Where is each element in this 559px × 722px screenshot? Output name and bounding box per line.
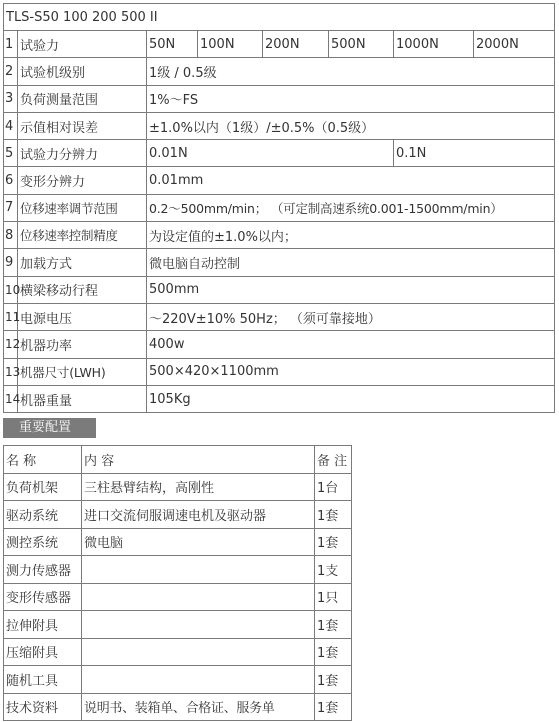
spec-row bbox=[4, 276, 555, 303]
spec-value: 1级 / 0.5级 bbox=[147, 58, 555, 85]
spec-row bbox=[4, 385, 555, 412]
config-name: 测力传感器 bbox=[4, 556, 82, 584]
spec-row bbox=[4, 167, 555, 194]
config-note: 1套 bbox=[315, 638, 352, 666]
spec-label: 示值相对误差 bbox=[18, 112, 147, 139]
spec-label: 试验机级别 bbox=[18, 58, 147, 85]
config-content bbox=[82, 611, 315, 639]
spec-row bbox=[4, 112, 555, 139]
config-note: 1套 bbox=[315, 501, 352, 529]
config-name: 技术资料 bbox=[4, 693, 82, 721]
spec-row bbox=[4, 140, 555, 167]
spec-label: 试验力 bbox=[18, 31, 147, 58]
row-number: 9 bbox=[4, 249, 18, 276]
spec-label: 机器尺寸(LWH) bbox=[18, 358, 147, 385]
spec-label: 横梁移动行程 bbox=[18, 276, 147, 303]
spec-value: 微电脑自动控制 bbox=[147, 249, 555, 276]
row-number: 14 bbox=[4, 385, 18, 412]
config-name: 负荷机架 bbox=[4, 473, 82, 501]
config-note: 1套 bbox=[315, 666, 352, 694]
config-row bbox=[4, 473, 352, 501]
config-content: 说明书、装箱单、合格证、服务单 bbox=[82, 693, 315, 721]
spec-row bbox=[4, 358, 555, 385]
model-title: TLS-S50 100 200 500 II bbox=[4, 4, 555, 31]
column-header-note: 备 注 bbox=[315, 446, 352, 474]
row-number: 1 bbox=[4, 31, 18, 58]
row-number: 3 bbox=[4, 85, 18, 112]
row-number: 5 bbox=[4, 140, 18, 167]
spec-value: 500mm bbox=[147, 276, 555, 303]
spec-label: 机器功率 bbox=[18, 331, 147, 358]
config-name: 测控系统 bbox=[4, 528, 82, 556]
spec-value: 0.01mm bbox=[147, 167, 555, 194]
config-content bbox=[82, 638, 315, 666]
force-value: 100N bbox=[198, 31, 263, 58]
config-content bbox=[82, 556, 315, 584]
spec-value: 0.2～500mm/min； （可定制高速系统0.001-1500mm/min） bbox=[147, 194, 555, 221]
spec-value: 为设定值的±1.0%以内； bbox=[147, 222, 555, 249]
force-value: 500N bbox=[329, 31, 394, 58]
spec-value: ±1.0%以内（1级）/±0.5%（0.5级） bbox=[147, 112, 555, 139]
spec-row bbox=[4, 31, 555, 58]
config-name: 随机工具 bbox=[4, 666, 82, 694]
spec-row bbox=[4, 85, 555, 112]
config-content: 进口交流伺服调速电机及驱动器 bbox=[82, 501, 315, 529]
spec-label: 变形分辨力 bbox=[18, 167, 147, 194]
config-note: 1只 bbox=[315, 583, 352, 611]
config-note: 1套 bbox=[315, 693, 352, 721]
config-row bbox=[4, 528, 352, 556]
row-number: 12 bbox=[4, 331, 18, 358]
row-number: 8 bbox=[4, 222, 18, 249]
spec-label: 试验力分辨力 bbox=[18, 140, 147, 167]
config-row bbox=[4, 501, 352, 529]
spec-row bbox=[4, 303, 555, 330]
config-content: 微电脑 bbox=[82, 528, 315, 556]
config-row bbox=[4, 611, 352, 639]
row-number: 6 bbox=[4, 167, 18, 194]
force-value: 50N bbox=[147, 31, 198, 58]
config-row bbox=[4, 556, 352, 584]
spec-row bbox=[4, 249, 555, 276]
config-note: 1支 bbox=[315, 556, 352, 584]
spec-value: 500×420×1100mm bbox=[147, 358, 555, 385]
row-number: 10 bbox=[4, 276, 18, 303]
column-header-content: 内 容 bbox=[82, 446, 315, 474]
config-name: 变形传感器 bbox=[4, 583, 82, 611]
column-header-name: 名 称 bbox=[4, 446, 82, 474]
spec-value: ～220V±10% 50Hz； （须可靠接地） bbox=[147, 303, 555, 330]
config-content: 三柱悬臂结构，高刚性 bbox=[82, 473, 315, 501]
force-value: 200N bbox=[263, 31, 329, 58]
spec-label: 电源电压 bbox=[18, 303, 147, 330]
row-number: 11 bbox=[4, 303, 18, 330]
spec-row bbox=[4, 194, 555, 221]
spec-value: 1%～FS bbox=[147, 85, 555, 112]
spec-row bbox=[4, 331, 555, 358]
config-section-header: 重要配置 bbox=[3, 418, 96, 438]
config-header-row bbox=[4, 446, 352, 474]
config-content bbox=[82, 666, 315, 694]
spec-label: 负荷测量范围 bbox=[18, 85, 147, 112]
config-note: 1台 bbox=[315, 473, 352, 501]
spec-title-row bbox=[4, 4, 555, 31]
spec-value-high: 0.1N bbox=[394, 140, 555, 167]
config-row bbox=[4, 638, 352, 666]
config-name: 驱动系统 bbox=[4, 501, 82, 529]
config-name: 拉伸附具 bbox=[4, 611, 82, 639]
config-note: 1套 bbox=[315, 611, 352, 639]
spec-table bbox=[3, 3, 555, 413]
spec-label: 位移速率调节范围 bbox=[18, 194, 147, 221]
spec-label: 机器重量 bbox=[18, 385, 147, 412]
spec-row bbox=[4, 58, 555, 85]
row-number: 7 bbox=[4, 194, 18, 221]
row-number: 4 bbox=[4, 112, 18, 139]
config-name: 压缩附具 bbox=[4, 638, 82, 666]
spec-row bbox=[4, 222, 555, 249]
row-number: 2 bbox=[4, 58, 18, 85]
force-value: 1000N bbox=[394, 31, 474, 58]
config-content bbox=[82, 583, 315, 611]
spec-value: 105Kg bbox=[147, 385, 555, 412]
spec-value-low: 0.01N bbox=[147, 140, 394, 167]
row-number: 13 bbox=[4, 358, 18, 385]
config-row bbox=[4, 693, 352, 721]
config-table bbox=[3, 445, 352, 721]
force-value: 2000N bbox=[474, 31, 555, 58]
config-row bbox=[4, 583, 352, 611]
spec-label: 加载方式 bbox=[18, 249, 147, 276]
spec-label: 位移速率控制精度 bbox=[18, 222, 147, 249]
spec-value: 400w bbox=[147, 331, 555, 358]
config-row bbox=[4, 666, 352, 694]
config-note: 1套 bbox=[315, 528, 352, 556]
